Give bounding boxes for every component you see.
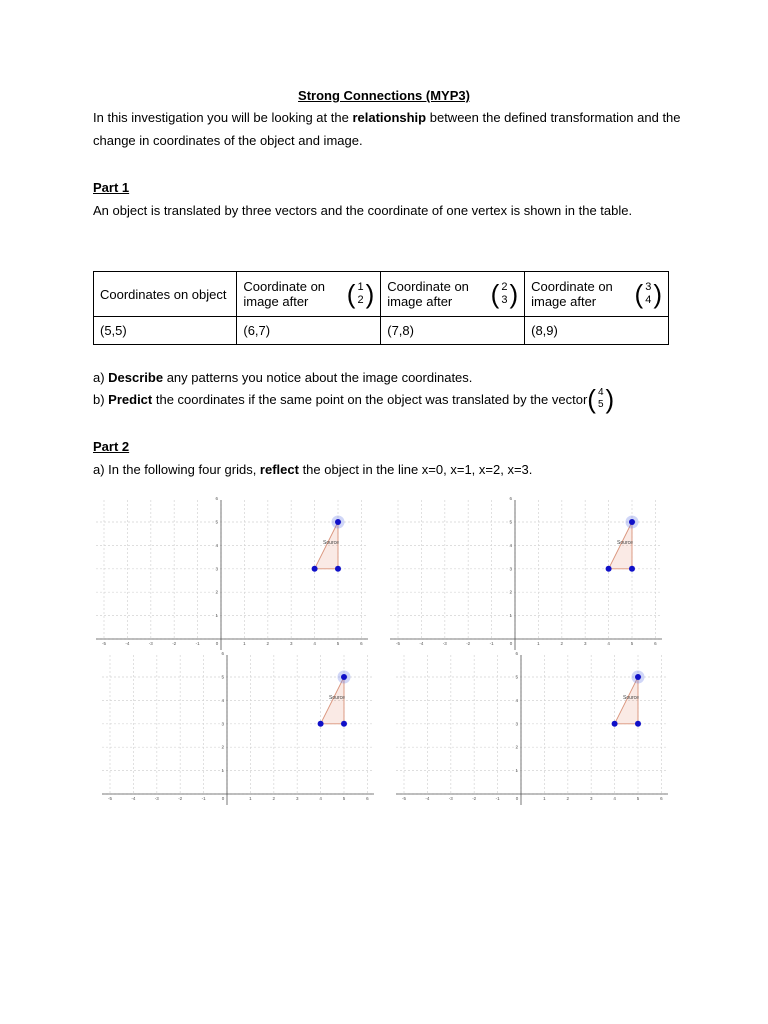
coordinate-grid-2 <box>390 496 662 650</box>
x-tick-label: 3 <box>289 641 293 646</box>
x-tick-label: -1 <box>489 641 494 646</box>
y-tick-label: 1 <box>509 613 512 619</box>
x-tick-label: 0 <box>515 796 519 801</box>
x-tick-label: 6 <box>366 796 369 801</box>
x-tick-label: 2 <box>560 641 564 646</box>
y-tick-label: 6 <box>215 496 218 502</box>
y-tick-label: 6 <box>221 651 224 657</box>
table-row <box>94 317 669 345</box>
question-label: b) <box>93 391 109 407</box>
x-tick-label: -3 <box>148 641 153 646</box>
vector-top: 2 <box>501 281 508 293</box>
y-tick-label: 4 <box>509 542 512 548</box>
coordinate-grid-4 <box>396 651 668 805</box>
vertex-point <box>629 566 635 572</box>
y-tick-label: 4 <box>515 697 518 703</box>
y-tick-label: 5 <box>515 674 518 680</box>
part1-question-b <box>93 386 693 412</box>
y-tick-label: 2 <box>215 589 218 595</box>
vertex-point <box>341 674 347 680</box>
x-tick-label: 5 <box>630 641 634 646</box>
part2-question-a <box>93 458 683 481</box>
x-tick-label: 4 <box>607 641 610 646</box>
vertex-point <box>629 519 635 525</box>
x-tick-label: 1 <box>249 796 252 801</box>
y-tick-label: 6 <box>515 651 518 657</box>
x-tick-label: -2 <box>472 796 477 801</box>
y-tick-label: 5 <box>509 519 512 525</box>
shape-label: Source <box>323 540 339 547</box>
x-tick-label: 3 <box>295 796 299 801</box>
x-tick-label: -4 <box>125 641 130 646</box>
shape-label: Source <box>617 540 633 547</box>
question-bold-word: Predict <box>108 391 153 407</box>
x-tick-label: -2 <box>178 796 183 801</box>
table-cell: (8,9) <box>525 317 669 345</box>
x-tick-label: 5 <box>636 796 640 801</box>
vertex-point <box>335 566 341 572</box>
x-tick-label: -5 <box>107 796 113 801</box>
vector-1-2: ( 1 2 ) <box>346 279 375 309</box>
table-header-cell <box>237 272 381 317</box>
vertex-point <box>341 721 347 727</box>
y-tick-label: 1 <box>221 768 224 774</box>
x-tick-label: -5 <box>395 641 401 646</box>
x-tick-label: 5 <box>342 796 346 801</box>
x-tick-label: 6 <box>360 641 363 646</box>
vector-bottom: 5 <box>597 399 604 410</box>
vertex-point <box>606 566 612 572</box>
table-cell: (7,8) <box>381 317 525 345</box>
vector-3-4: ( 3 4 ) <box>634 279 662 309</box>
page-title: Strong Connections (MYP3) <box>298 88 470 103</box>
y-tick-label: 1 <box>215 613 218 619</box>
shape-label: Source <box>329 695 345 702</box>
vector-bottom: 4 <box>645 294 652 306</box>
x-tick-label: 2 <box>566 796 570 801</box>
x-tick-label: -3 <box>442 641 447 646</box>
y-tick-label: 3 <box>215 566 218 572</box>
vertex-point <box>612 721 618 727</box>
table-header-cell <box>525 272 669 317</box>
x-tick-label: -3 <box>448 796 453 801</box>
y-tick-label: 2 <box>515 744 518 750</box>
x-tick-label: 3 <box>589 796 593 801</box>
question-label: a) In the following four grids, <box>93 462 260 477</box>
header-text: Coordinates on object <box>100 286 227 302</box>
x-tick-label: -1 <box>195 641 200 646</box>
x-tick-label: 3 <box>583 641 587 646</box>
x-tick-label: 6 <box>660 796 663 801</box>
x-tick-label: 4 <box>313 641 316 646</box>
table-cell: (6,7) <box>237 317 381 345</box>
coordinate-grid-1 <box>96 496 368 650</box>
table-cell: (5,5) <box>94 317 237 345</box>
intro-paragraph <box>93 106 683 152</box>
table-header-row <box>94 272 669 317</box>
vector-top: 3 <box>645 281 652 293</box>
x-tick-label: -4 <box>419 641 424 646</box>
y-tick-label: 4 <box>221 697 224 703</box>
header-text: Coordinate on image after <box>243 279 326 309</box>
coordinate-grid-3 <box>102 651 374 805</box>
y-tick-label: 2 <box>221 744 224 750</box>
vertex-point <box>635 674 641 680</box>
x-tick-label: 2 <box>266 641 270 646</box>
y-tick-label: 4 <box>215 542 218 548</box>
x-tick-label: -1 <box>495 796 500 801</box>
x-tick-label: -4 <box>131 796 136 801</box>
intro-bold-word: relationship <box>352 110 427 125</box>
vertex-point <box>312 566 318 572</box>
question-bold-word: Describe <box>108 370 164 385</box>
question-bold-word: reflect <box>259 462 299 477</box>
x-tick-label: -5 <box>401 796 407 801</box>
y-tick-label: 3 <box>515 721 518 727</box>
vertex-point <box>335 519 341 525</box>
part1-text: An object is translated by three vectors and the coordinate of one vertex is shown in the table. <box>93 203 633 218</box>
x-tick-label: 4 <box>319 796 322 801</box>
question-text: the coordinates if the same point on the object was translated by the vector <box>152 391 588 407</box>
x-tick-label: -2 <box>172 641 177 646</box>
shape-label: Source <box>623 695 639 702</box>
x-tick-label: 1 <box>537 641 540 646</box>
vertex-point <box>635 721 641 727</box>
x-tick-label: 0 <box>215 641 219 646</box>
x-tick-label: -2 <box>466 641 471 646</box>
vector-bottom: 2 <box>357 294 364 306</box>
y-tick-label: 1 <box>515 768 518 774</box>
question-label: a) <box>93 370 109 385</box>
x-tick-label: -4 <box>425 796 430 801</box>
vertex-point <box>318 721 324 727</box>
y-tick-label: 2 <box>509 589 512 595</box>
x-tick-label: 1 <box>243 641 246 646</box>
question-text: any patterns you notice about the image coordinates. <box>163 370 473 385</box>
vector-top: 1 <box>357 281 364 293</box>
part1-heading: Part 1 <box>93 180 130 195</box>
part2-heading: Part 2 <box>93 439 130 454</box>
y-tick-label: 6 <box>509 496 512 502</box>
x-tick-label: -5 <box>101 641 107 646</box>
y-tick-label: 3 <box>221 721 224 727</box>
x-tick-label: -1 <box>201 796 206 801</box>
table-header-cell <box>94 272 237 317</box>
question-text: the object in the line x=0, x=1, x=2, x=3. <box>298 462 533 477</box>
intro-text-before: In this investigation you will be looking at the <box>93 110 353 125</box>
x-tick-label: 5 <box>336 641 340 646</box>
coordinates-table <box>93 271 669 345</box>
intro-text-after: between the defined transformation and the change in coordinates of the object and image. <box>93 110 681 148</box>
x-tick-label: 6 <box>654 641 657 646</box>
table-header-cell <box>381 272 525 317</box>
x-tick-label: 0 <box>221 796 225 801</box>
y-tick-label: 3 <box>509 566 512 572</box>
x-tick-label: 0 <box>509 641 513 646</box>
x-tick-label: 2 <box>272 796 276 801</box>
x-tick-label: -3 <box>154 796 159 801</box>
y-tick-label: 5 <box>215 519 218 525</box>
x-tick-label: 1 <box>543 796 546 801</box>
y-tick-label: 5 <box>221 674 224 680</box>
header-text: Coordinate on image after <box>387 279 469 309</box>
vector-bottom: 3 <box>501 294 508 306</box>
vector-2-3: ( 2 3 ) <box>490 279 519 309</box>
header-text: Coordinate on image after <box>531 279 613 309</box>
x-tick-label: 4 <box>613 796 616 801</box>
vector-top: 4 <box>597 387 604 398</box>
vector-4-5: ( 4 5 ) <box>587 384 615 414</box>
